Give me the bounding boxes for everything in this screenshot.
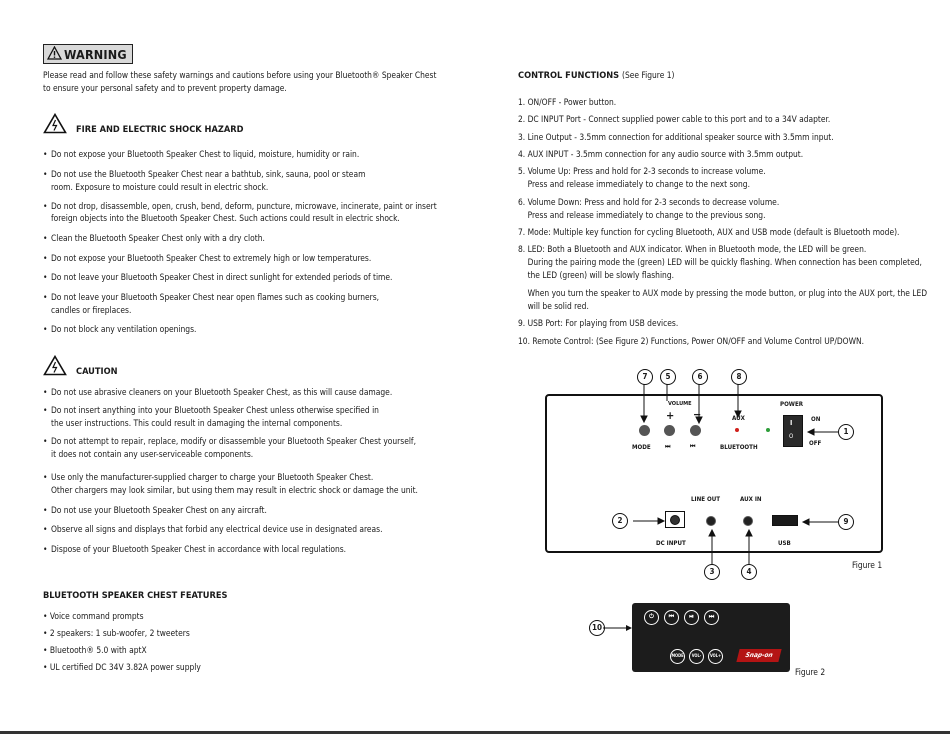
figure1-leader-lines xyxy=(540,365,860,585)
caution-item-4-cont: Other chargers may look similar, but using them may result in electric shock or damage the unit. xyxy=(51,485,418,495)
callout-3: 3 xyxy=(704,564,720,580)
next-track-icon: ⏭ xyxy=(665,443,671,450)
mode-button[interactable] xyxy=(639,425,650,436)
fire-item-3-cont: foreign objects into the Bluetooth Speaker Chest. Such actions could result in electric shock. xyxy=(51,213,400,223)
caution-heading: CAUTION xyxy=(76,366,118,377)
callout-4: 4 xyxy=(741,564,757,580)
control-item-10: 10. Remote Control: (See Figure 2) Functions, Power ON/OFF and Volume Control UP/DOWN. xyxy=(518,336,865,346)
intro-line-1: Please read and follow these safety warnings and cautions before using your Bluetooth® Speaker Chest xyxy=(43,70,437,80)
electric-shock-icon xyxy=(43,113,67,134)
led-green xyxy=(766,428,770,432)
feature-item-2: • 2 speakers: 1 sub-woofer, 2 tweeters xyxy=(43,628,190,638)
remote-control xyxy=(632,603,790,672)
aux-in-label: AUX IN xyxy=(740,496,762,503)
control-item-9: 9. USB Port: For playing from USB devices. xyxy=(518,318,679,328)
power-label: POWER xyxy=(780,401,804,408)
features-heading: BLUETOOTH SPEAKER CHEST FEATURES xyxy=(43,590,228,601)
feature-item-4: • UL certified DC 34V 3.82A power supply xyxy=(43,662,201,672)
control-item-6: 6. Volume Down: Press and hold for 2-3 seconds to decrease volume. xyxy=(518,197,780,207)
remote-play-button[interactable]: ⏯ xyxy=(684,610,699,625)
caution-shock-icon xyxy=(43,355,67,376)
volume-label: VOLUME xyxy=(668,401,692,407)
warning-title: WARNING xyxy=(64,47,127,62)
caution-item-1: • Do not use abrasive cleaners on your Bluetooth Speaker Chest, as this will cause damage. xyxy=(51,387,392,398)
fire-item-7: • Do not leave your Bluetooth Speaker Chest near open flames such as cooking burners, xyxy=(51,292,379,303)
on-label: ON xyxy=(811,416,821,423)
callout-6: 6 xyxy=(692,369,708,385)
figure1-caption: Figure 1 xyxy=(852,560,883,570)
controls-heading xyxy=(518,70,674,81)
prev-track-icon: ⏮ xyxy=(690,443,696,450)
control-item-8: 8. LED: Both a Bluetooth and AUX indicator. When in Bluetooth mode, the LED will be green. xyxy=(518,244,867,254)
remote-vol-down-button[interactable]: VOL- xyxy=(689,649,704,664)
control-item-8-cont-2: the LED (green) will be slowly flashing. xyxy=(518,270,674,280)
fire-item-2-cont: room. Exposure to moisture could result in electric shock. xyxy=(51,182,269,192)
dc-input-port[interactable] xyxy=(665,511,685,528)
fire-item-7-cont: candles or fireplaces. xyxy=(51,305,132,315)
callout-7: 7 xyxy=(637,369,653,385)
control-item-5-cont: Press and release immediately to change to the next song. xyxy=(518,179,750,189)
callout-9: 9 xyxy=(838,514,854,530)
fire-item-5: • Do not expose your Bluetooth Speaker Chest to extremely high or low temperatures. xyxy=(51,253,371,264)
fire-item-2: • Do not use the Bluetooth Speaker Chest near a bathtub, sink, sauna, pool or steam xyxy=(51,169,365,180)
control-item-2: 2. DC INPUT Port - Connect supplied power cable to this port and to a 34V adapter. xyxy=(518,114,831,124)
controls-heading-note: (See Figure 1) xyxy=(622,70,675,80)
control-item-3: 3. Line Output - 3.5mm connection for additional speaker source with 3.5mm input. xyxy=(518,132,834,142)
volume-up-button[interactable] xyxy=(664,425,675,436)
aux-in-port[interactable] xyxy=(743,516,753,526)
caution-item-7: • Dispose of your Bluetooth Speaker Chest in accordance with local regulations. xyxy=(51,544,346,555)
control-item-8b: When you turn the speaker to AUX mode by pressing the mode button, or plug into the AUX port, the LED xyxy=(518,288,928,298)
caution-item-4: • Use only the manufacturer-supplied charger to charge your Bluetooth Speaker Chest. xyxy=(51,472,373,483)
callout-8: 8 xyxy=(731,369,747,385)
remote-vol-up-button[interactable]: VOL+ xyxy=(708,649,723,664)
control-item-7: 7. Mode: Multiple key function for cycling Bluetooth, AUX and USB mode (default is Bluetooth mode). xyxy=(518,227,900,237)
remote-prev-button[interactable]: ⏮ xyxy=(664,610,679,625)
caution-item-2: • Do not insert anything into your Bluetooth Speaker Chest unless otherwise specified in xyxy=(51,405,379,416)
caution-item-6: • Observe all signs and displays that forbid any electrical device use in designated areas. xyxy=(51,524,382,535)
controls-heading-text: CONTROL FUNCTIONS xyxy=(518,70,620,81)
bluetooth-label: BLUETOOTH xyxy=(720,444,758,451)
control-item-8-cont-1: During the pairing mode the (green) LED will be quickly flashing. When connection has been completed, xyxy=(518,257,922,267)
aux-label: AUX xyxy=(732,415,745,422)
power-switch[interactable] xyxy=(783,415,803,447)
mode-label: MODE xyxy=(632,444,651,451)
feature-item-3: • Bluetooth® 5.0 with aptX xyxy=(43,645,147,655)
caution-item-2-cont: the user instructions. This could result in damaging the internal components. xyxy=(51,418,343,428)
led-red xyxy=(735,428,739,432)
usb-port[interactable] xyxy=(772,515,798,526)
switch-off-mark: O xyxy=(789,433,794,440)
figure2-caption: Figure 2 xyxy=(795,667,826,677)
volume-down-button[interactable] xyxy=(690,425,701,436)
callout-10: 10 xyxy=(589,620,605,636)
switch-on-mark: I xyxy=(790,419,793,427)
fire-heading: FIRE AND ELECTRIC SHOCK HAZARD xyxy=(76,124,244,135)
caution-item-3-cont: it does not contain any user-serviceable components. xyxy=(51,449,254,459)
remote-mode-button[interactable]: MODE xyxy=(670,649,685,664)
brand-logo: Snap-on xyxy=(736,649,781,662)
control-item-4: 4. AUX INPUT - 3.5mm connection for any audio source with 3.5mm output. xyxy=(518,149,804,159)
control-item-8b-cont: will be solid red. xyxy=(518,301,589,311)
line-out-label: LINE OUT xyxy=(691,496,721,503)
fire-item-6: • Do not leave your Bluetooth Speaker Chest in direct sunlight for extended periods of time. xyxy=(51,272,392,283)
remote-next-button[interactable]: ⏭ xyxy=(704,610,719,625)
plus-label: + xyxy=(666,409,675,422)
usb-label: USB xyxy=(778,540,791,547)
callout-1: 1 xyxy=(838,424,854,440)
remote-power-button[interactable]: ⏻ xyxy=(644,610,659,625)
control-item-6-cont: Press and release immediately to change to the previous song. xyxy=(518,210,766,220)
warning-badge xyxy=(43,44,133,64)
fire-item-1: • Do not expose your Bluetooth Speaker Chest to liquid, moisture, humidity or rain. xyxy=(51,149,359,160)
dc-input-label: DC INPUT xyxy=(656,540,686,547)
caution-item-3: • Do not attempt to repair, replace, modify or disassemble your Bluetooth Speaker Chest yourself, xyxy=(51,436,416,447)
fire-item-8: • Do not block any ventilation openings. xyxy=(51,324,196,335)
callout-5: 5 xyxy=(660,369,676,385)
minus-label: − xyxy=(693,408,702,421)
callout-2: 2 xyxy=(612,513,628,529)
caution-item-5: • Do not use your Bluetooth Speaker Chest on any aircraft. xyxy=(51,505,267,516)
intro-line-2: to ensure your personal safety and to prevent property damage. xyxy=(43,83,287,93)
warning-triangle-icon xyxy=(47,46,62,60)
control-item-1: 1. ON/OFF - Power button. xyxy=(518,97,617,107)
feature-item-1: • Voice command prompts xyxy=(43,611,144,621)
fire-item-3: • Do not drop, disassemble, open, crush, bend, deform, puncture, microwave, incinerate, paint or insert xyxy=(51,201,437,212)
fire-item-4: • Clean the Bluetooth Speaker Chest only with a dry cloth. xyxy=(51,233,265,244)
off-label: OFF xyxy=(809,440,822,447)
line-out-port[interactable] xyxy=(706,516,716,526)
callout-10-arrow xyxy=(603,622,633,634)
control-item-5: 5. Volume Up: Press and hold for 2-3 seconds to increase volume. xyxy=(518,166,766,176)
